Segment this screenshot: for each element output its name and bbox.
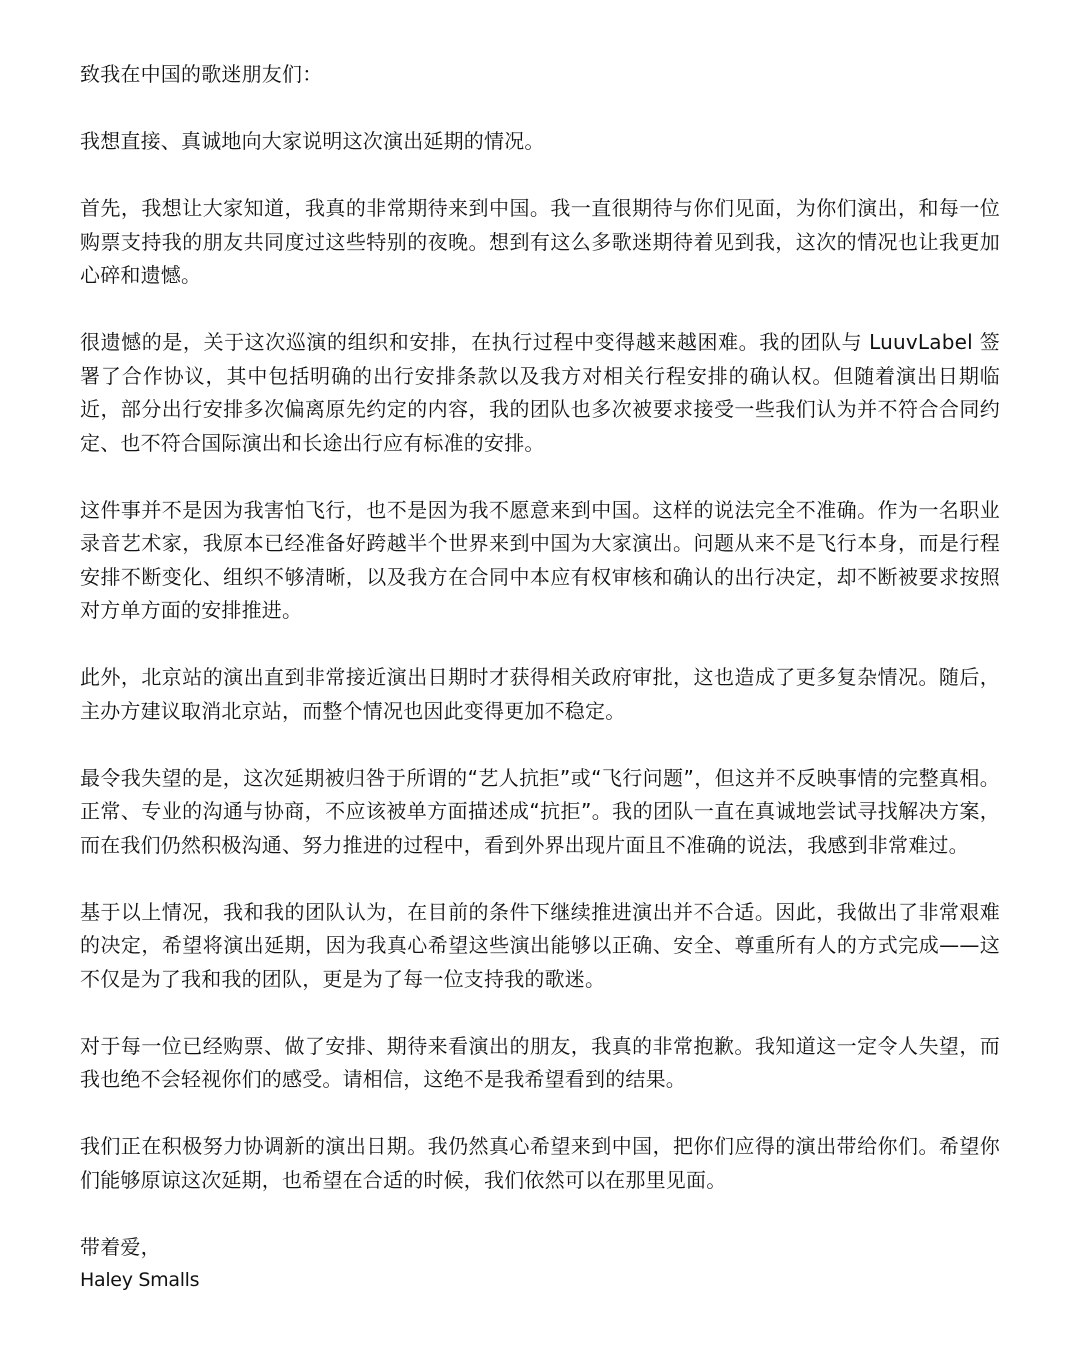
paragraph-future: 我们正在积极努力协调新的演出日期。我仍然真心希望来到中国，把你们应得的演出带给你们。希望你们能够原谅这次延期，也希望在合适的时候，我们依然可以在那里见面。 (80, 1134, 1000, 1192)
letter-salutation: 致我在中国的歌迷朋友们： (80, 62, 323, 86)
paragraph-disappointment: 最令我失望的是，这次延期被归咎于所谓的“艺人抗拒”或“飞行问题”，但这并不反映事情的完整真相。正常、专业的沟通与协商，不应该被单方面描述成“抗拒”。我的团队一直在真诚地尝试寻找解决方案，而在我们仍然积极沟通、努力推进的过程中，看到外界出现片面且不准确的说法，我感到非常难过。 (80, 765, 1000, 857)
paragraph-organization: 很遗憾的是，关于这次巡演的组织和安排，在执行过程中变得越来越困难。我的团队与 LuuvLabel 签署了合作协议，其中包括明确的出行安排条款以及我方对相关行程安排的确认权。但随着演出日期临近，部分出行安排多次偏离原先约定的内容，我的团队也多次被要求接受一些我们认为并不符合合同约定、也不符合国际演出和长途出行应有标准的安排。 (80, 330, 1000, 455)
paragraph-beijing: 此外，北京站的演出直到非常接近演出日期时才获得相关政府审批，这也造成了更多复杂情况。随后，主办方建议取消北京站，而整个情况也因此变得更加不稳定。 (80, 665, 1000, 723)
letter-closing: 带着爱， (80, 1234, 161, 1259)
letter-body (80, 58, 1000, 1298)
paragraph-apology: 对于每一位已经购票、做了安排、期待来看演出的朋友，我真的非常抱歉。我知道这一定令人失望，而我也绝不会轻视你们的感受。请相信，这绝不是我希望看到的结果。 (80, 1033, 1000, 1091)
letter-signature: Haley Smalls (80, 1269, 200, 1291)
paragraph-excitement: 首先，我想让大家知道，我真的非常期待来到中国。我一直很期待与你们见面，为你们演出，和每一位购票支持我的朋友共同度过这些特别的夜晚。想到有这么多歌迷期待着见到我，这次的情况也让我更加心碎和遗憾。 (80, 196, 1000, 287)
paragraph-intro: 我想直接、真诚地向大家说明这次演出延期的情况。 (80, 129, 545, 153)
paragraph-not-flight: 这件事并不是因为我害怕飞行，也不是因为我不愿意来到中国。这样的说法完全不准确。作为一名职业录音艺术家，我原本已经准备好跨越半个世界来到中国为大家演出。问题从来不是飞行本身，而是行程安排不断变化、组织不够清晰，以及我方在合同中本应有权审核和确认的出行决定，却不断被要求按照对方单方面的安排推进。 (80, 497, 1000, 622)
paragraph-decision: 基于以上情况，我和我的团队认为，在目前的条件下继续推进演出并不合适。因此，我做出了非常艰难的决定，希望将演出延期，因为我真心希望这些演出能够以正确、安全、尊重所有人的方式完成——这不仅是为了我和我的团队，更是为了每一位支持我的歌迷。 (80, 899, 1000, 991)
